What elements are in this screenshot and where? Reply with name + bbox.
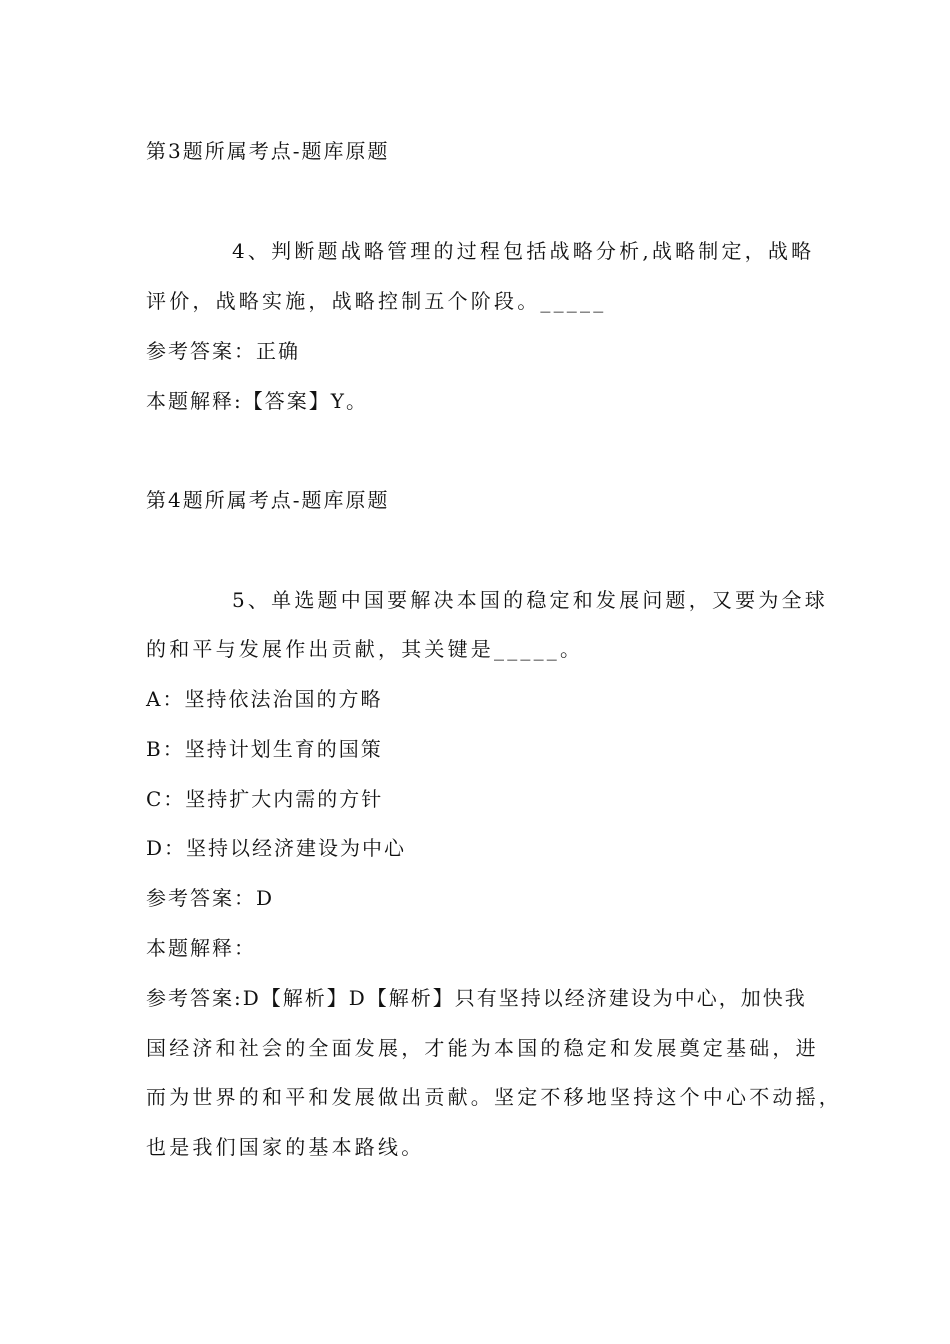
q5-option-a: A：坚持依法治国的方略 xyxy=(146,687,383,711)
q5-answer: 参考答案：D xyxy=(146,886,275,910)
q5-explanation-label: 本题解释： xyxy=(146,936,256,960)
q5-stem-line1: 5、单选题中国要解决本国的稳定和发展问题，又要为全球 xyxy=(232,588,828,612)
q4-topic: 第4题所属考点-题库原题 xyxy=(146,488,390,512)
q4-stem-line1: 4、判断题战略管理的过程包括战略分析,战略制定，战略 xyxy=(232,239,815,263)
q5-stem-line2: 的和平与发展作出贡献，其关键是_____。 xyxy=(146,637,584,661)
q5-explanation-line3: 而为世界的和平和发展做出贡献。坚定不移地坚持这个中心不动摇， xyxy=(146,1085,842,1109)
q4-explanation: 本题解释:【答案】Y。 xyxy=(146,389,368,413)
q4-stem-line2: 评价，战略实施，战略控制五个阶段。_____ xyxy=(146,289,607,313)
q5-explanation-line4: 也是我们国家的基本路线。 xyxy=(146,1135,425,1159)
q5-explanation-line1: 参考答案:D【解析】D【解析】只有坚持以经济建设为中心，加快我 xyxy=(146,986,807,1010)
q5-option-d: D：坚持以经济建设为中心 xyxy=(146,836,407,860)
q5-explanation-line2: 国经济和社会的全面发展，才能为本国的稳定和发展奠定基础，进 xyxy=(146,1036,819,1060)
q5-option-b: B：坚持计划生育的国策 xyxy=(146,737,383,761)
q5-option-c: C：坚持扩大内需的方针 xyxy=(146,787,384,811)
q3-topic: 第3题所属考点-题库原题 xyxy=(146,139,390,163)
q4-answer: 参考答案：正确 xyxy=(146,339,300,363)
